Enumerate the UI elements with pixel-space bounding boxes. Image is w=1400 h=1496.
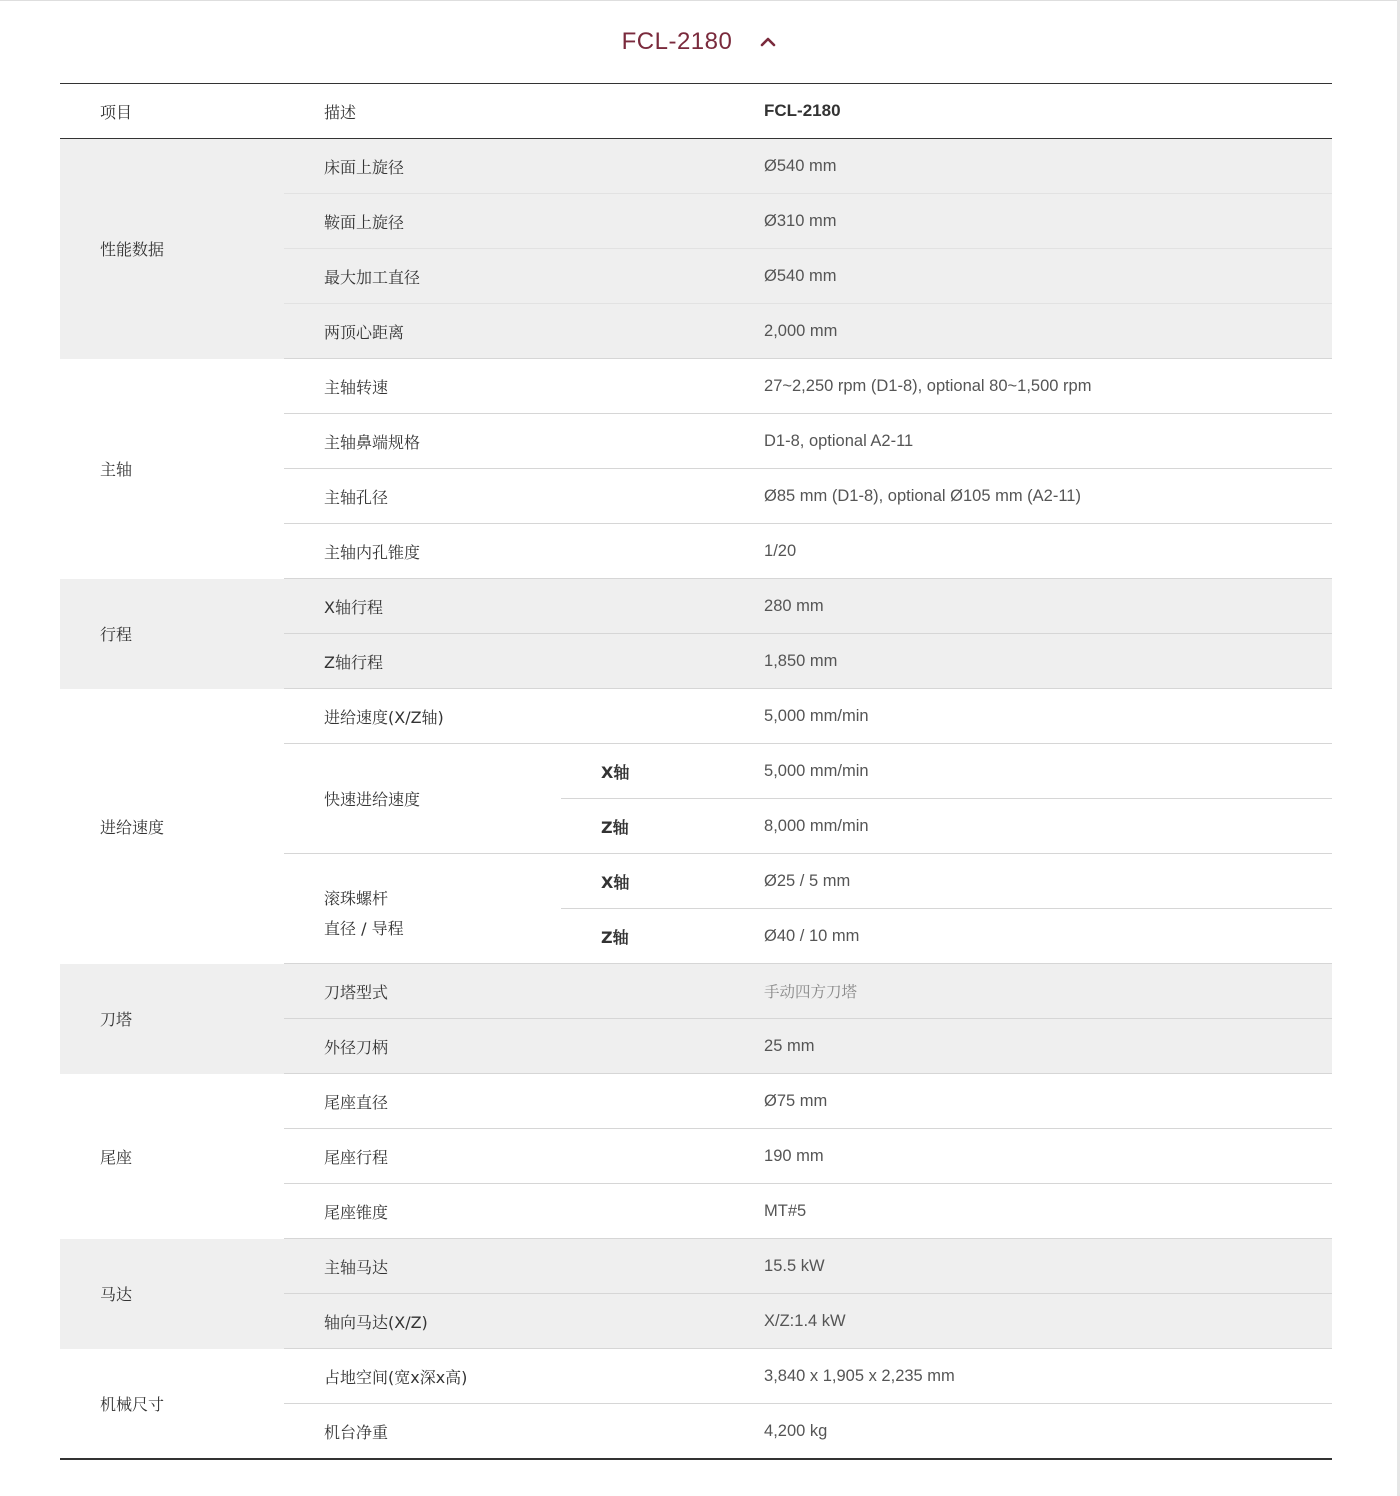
table-row bbox=[60, 689, 1332, 744]
table-header-row bbox=[60, 84, 1332, 139]
spec-group-travel bbox=[60, 579, 1332, 689]
row-value: 4,200 kg bbox=[722, 1404, 1332, 1460]
row-value: Ø540 mm bbox=[722, 139, 1332, 194]
category-label: 性能数据 bbox=[60, 139, 284, 359]
row-label: 尾座锥度 bbox=[284, 1184, 722, 1239]
spec-group-tailstock bbox=[60, 1074, 1332, 1239]
table-row bbox=[60, 964, 1332, 1019]
row-value: 5,000 mm/min bbox=[722, 744, 1332, 799]
row-value: Ø25 / 5 mm bbox=[722, 854, 1332, 909]
row-value: 8,000 mm/min bbox=[722, 799, 1332, 854]
row-label: X轴行程 bbox=[284, 579, 722, 634]
row-label: 主轴鼻端规格 bbox=[284, 414, 722, 469]
row-value: X/Z:1.4 kW bbox=[722, 1294, 1332, 1349]
spec-group-turret bbox=[60, 964, 1332, 1074]
row-value: 15.5 kW bbox=[722, 1239, 1332, 1294]
table-row bbox=[60, 579, 1332, 634]
header-description: 描述 bbox=[284, 84, 722, 139]
row-label: 外径刀柄 bbox=[284, 1019, 722, 1074]
row-label: 主轴转速 bbox=[284, 359, 722, 414]
row-label: 最大加工直径 bbox=[284, 249, 722, 304]
axis-label: Z轴 bbox=[561, 909, 722, 964]
row-value: 190 mm bbox=[722, 1129, 1332, 1184]
top-divider bbox=[0, 0, 1400, 1]
row-value: Ø85 mm (D1-8), optional Ø105 mm (A2-11) bbox=[722, 469, 1332, 524]
spec-table bbox=[60, 83, 1332, 1460]
model-title: FCL-2180 bbox=[621, 28, 733, 55]
category-label: 行程 bbox=[60, 579, 284, 689]
row-label: 刀塔型式 bbox=[284, 964, 722, 1019]
row-label: 占地空间(宽x深x高) bbox=[284, 1349, 722, 1404]
chevron-up-icon[interactable] bbox=[758, 32, 778, 52]
table-row bbox=[60, 359, 1332, 414]
row-label: 尾座直径 bbox=[284, 1074, 722, 1129]
axis-label: X轴 bbox=[561, 744, 722, 799]
category-label: 机械尺寸 bbox=[60, 1349, 284, 1460]
header-item: 项目 bbox=[60, 84, 284, 139]
header-model: FCL-2180 bbox=[722, 84, 1332, 139]
row-value: MT#5 bbox=[722, 1184, 1332, 1239]
row-label: Z轴行程 bbox=[284, 634, 722, 689]
table-row bbox=[60, 1349, 1332, 1404]
row-label: 两顶心距离 bbox=[284, 304, 722, 359]
row-label: 主轴马达 bbox=[284, 1239, 722, 1294]
spec-group-performance bbox=[60, 139, 1332, 359]
row-label: 快速进给速度 bbox=[284, 744, 561, 854]
table-row bbox=[60, 1239, 1332, 1294]
category-label: 主轴 bbox=[60, 359, 284, 579]
category-label: 尾座 bbox=[60, 1074, 284, 1239]
row-value: Ø310 mm bbox=[722, 194, 1332, 249]
category-label: 进给速度 bbox=[60, 689, 284, 964]
row-value: 1,850 mm bbox=[722, 634, 1332, 689]
spec-group-motor bbox=[60, 1239, 1332, 1349]
row-label: 轴向马达(X/Z) bbox=[284, 1294, 722, 1349]
row-value: 3,840 x 1,905 x 2,235 mm bbox=[722, 1349, 1332, 1404]
row-value: Ø40 / 10 mm bbox=[722, 909, 1332, 964]
row-value: 25 mm bbox=[722, 1019, 1332, 1074]
row-label bbox=[284, 854, 561, 964]
row-value: 5,000 mm/min bbox=[722, 689, 1332, 744]
row-value: D1-8, optional A2-11 bbox=[722, 414, 1332, 469]
table-row bbox=[60, 139, 1332, 194]
row-value: Ø75 mm bbox=[722, 1074, 1332, 1129]
row-label: 鞍面上旋径 bbox=[284, 194, 722, 249]
spec-group-dimensions bbox=[60, 1349, 1332, 1460]
row-value: Ø540 mm bbox=[722, 249, 1332, 304]
axis-label: Z轴 bbox=[561, 799, 722, 854]
row-value: 27~2,250 rpm (D1-8), optional 80~1,500 rpm bbox=[722, 359, 1332, 414]
row-label: 进给速度(X/Z轴) bbox=[284, 689, 722, 744]
row-label: 机台净重 bbox=[284, 1404, 722, 1460]
axis-label: X轴 bbox=[561, 854, 722, 909]
accordion-header bbox=[0, 18, 1400, 68]
row-label: 尾座行程 bbox=[284, 1129, 722, 1184]
row-value: 1/20 bbox=[722, 524, 1332, 579]
category-label: 刀塔 bbox=[60, 964, 284, 1074]
spec-group-spindle bbox=[60, 359, 1332, 579]
model-accordion-toggle[interactable] bbox=[622, 18, 779, 66]
row-value: 280 mm bbox=[722, 579, 1332, 634]
spec-group-feed bbox=[60, 689, 1332, 964]
row-value: 2,000 mm bbox=[722, 304, 1332, 359]
row-value: 手动四方刀塔 bbox=[722, 964, 1332, 1019]
table-row bbox=[60, 1074, 1332, 1129]
row-label-multiline: 滚珠螺杆 直径 / 导程 bbox=[324, 888, 404, 938]
category-label: 马达 bbox=[60, 1239, 284, 1349]
row-label: 主轴内孔锥度 bbox=[284, 524, 722, 579]
row-label: 床面上旋径 bbox=[284, 139, 722, 194]
row-label: 主轴孔径 bbox=[284, 469, 722, 524]
